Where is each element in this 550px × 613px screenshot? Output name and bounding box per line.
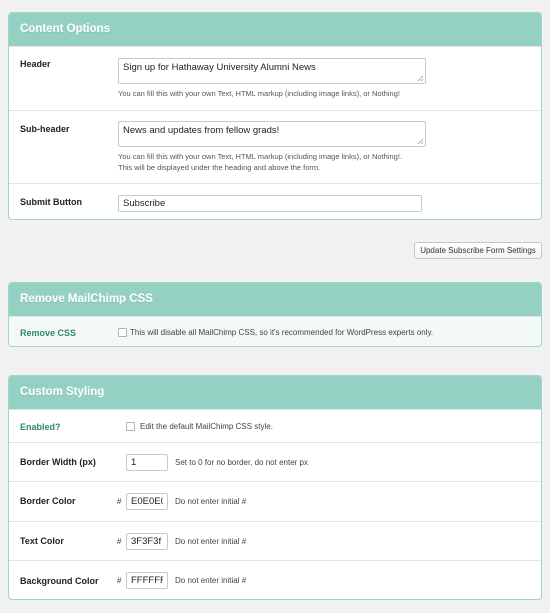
border-color-hash: # <box>117 497 122 506</box>
header-label: Header <box>20 59 51 69</box>
border-color-input[interactable] <box>126 493 168 510</box>
content-options-panel <box>8 12 542 220</box>
subheader-label: Sub-header <box>20 124 70 134</box>
border-color-help: Do not enter initial # <box>175 497 247 506</box>
background-color-hash: # <box>117 576 122 585</box>
background-color-help: Do not enter initial # <box>175 576 247 585</box>
remove-css-description: This will disable all MailChimp CSS, so it's recommended for WordPress experts only. <box>130 328 434 337</box>
enabled-label: Enabled? <box>20 422 61 432</box>
background-color-label: Background Color <box>20 576 99 586</box>
header-row <box>9 46 541 110</box>
remove-css-title: Remove MailChimp CSS <box>9 283 541 316</box>
text-color-label: Text Color <box>20 536 64 546</box>
border-width-help: Set to 0 for no border, do not enter px <box>175 458 308 467</box>
remove-css-row <box>9 316 541 347</box>
content-options-title: Content Options <box>9 13 541 46</box>
text-color-row <box>9 521 541 560</box>
background-color-input[interactable] <box>126 572 168 589</box>
remove-css-checkbox[interactable] <box>118 328 127 337</box>
submit-row <box>9 183 541 220</box>
subheader-help-line2: This will be displayed under the heading and above the form. <box>118 163 321 172</box>
enabled-checkbox[interactable] <box>126 422 135 431</box>
header-help: You can fill this with your own Text, HTML markup (including image links), or Nothing! <box>118 89 400 98</box>
border-width-label: Border Width (px) <box>20 457 96 467</box>
enabled-row <box>9 409 541 442</box>
header-textarea[interactable] <box>118 58 426 84</box>
text-color-hash: # <box>117 537 122 546</box>
background-color-row <box>9 560 541 600</box>
border-width-input[interactable] <box>126 454 168 471</box>
submit-label: Submit Button <box>20 197 82 207</box>
enabled-description: Edit the default MailChimp CSS style. <box>140 422 273 431</box>
remove-css-panel <box>8 282 542 347</box>
remove-css-label: Remove CSS <box>20 328 77 338</box>
subheader-textarea[interactable] <box>118 121 426 147</box>
update-settings-button[interactable]: Update Subscribe Form Settings <box>414 242 542 259</box>
subheader-help-line1: You can fill this with your own Text, HTML markup (including image links), or Nothing!. <box>118 152 403 161</box>
custom-styling-title: Custom Styling <box>9 376 541 409</box>
subheader-row <box>9 110 541 183</box>
border-color-row <box>9 481 541 521</box>
border-color-label: Border Color <box>20 496 76 506</box>
text-color-help: Do not enter initial # <box>175 537 247 546</box>
border-width-row <box>9 442 541 481</box>
text-color-input[interactable] <box>126 533 168 550</box>
submit-button-input[interactable] <box>118 195 422 212</box>
custom-styling-panel <box>8 375 542 600</box>
